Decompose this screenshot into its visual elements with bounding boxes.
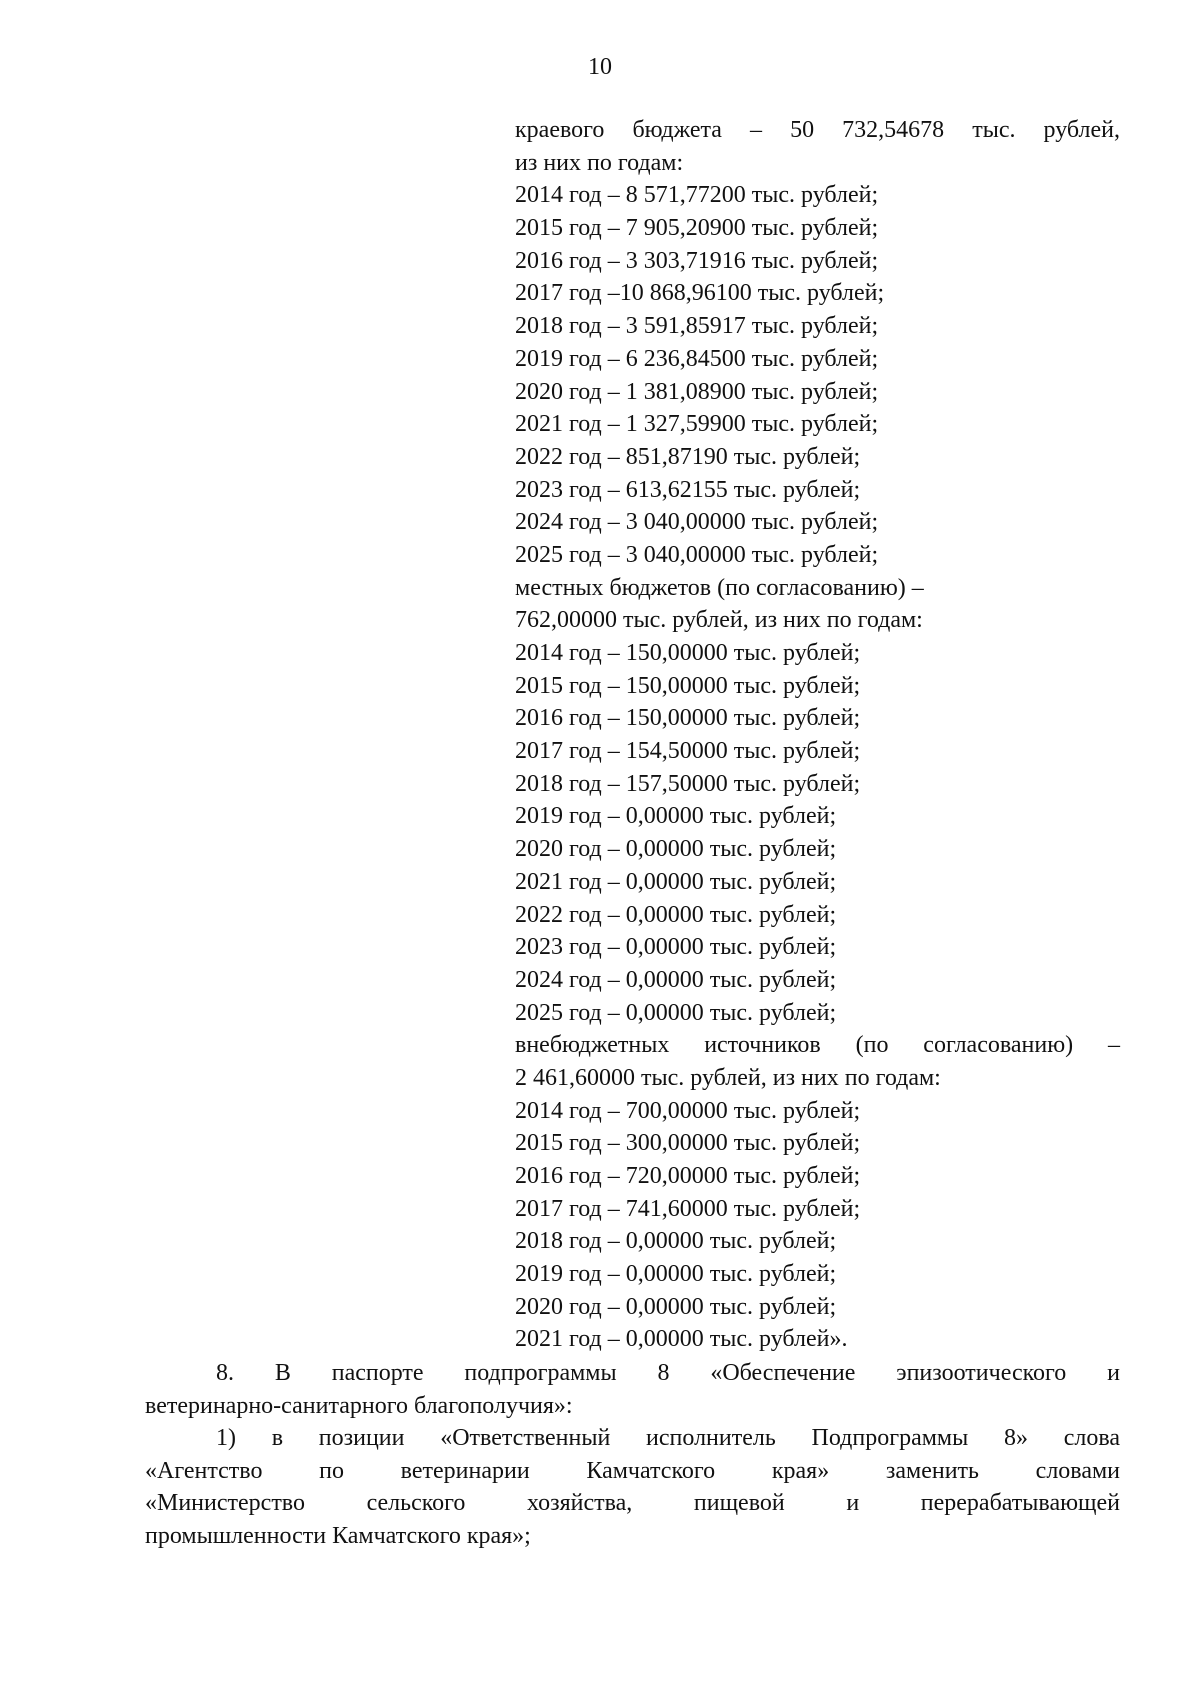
text-line: 2021 год – 0,00000 тыс. рублей; <box>515 868 837 895</box>
text-line: 2014 год – 700,00000 тыс. рублей; <box>515 1097 861 1124</box>
text-line: 2021 год – 0,00000 тыс. рублей». <box>515 1326 848 1353</box>
text-line: 2019 год – 0,00000 тыс. рублей; <box>515 803 837 830</box>
financing-column <box>515 114 1120 1356</box>
text-line: 2022 год – 0,00000 тыс. рублей; <box>515 901 837 928</box>
text-line: 2024 год – 3 040,00000 тыс. рублей; <box>515 509 879 536</box>
text-line: 2016 год – 720,00000 тыс. рублей; <box>515 1163 861 1189</box>
text-line: 2025 год – 0,00000 тыс. рублей; <box>515 999 837 1026</box>
text-line: 2023 год – 0,00000 тыс. рублей; <box>515 934 837 961</box>
text-line: 8. В паспорте подпрограммы 8 «Обеспечение эпизоотического и <box>216 1360 1120 1386</box>
text-line: местных бюджетов (по согласованию) – <box>515 574 924 601</box>
text-line: 762,00000 тыс. рублей, из них по годам: <box>515 607 923 634</box>
text-line: 2016 год – 3 303,71916 тыс. рублей; <box>515 247 879 274</box>
text-line: 2017 год – 741,60000 тыс. рублей; <box>515 1195 861 1222</box>
text-line: 2016 год – 150,00000 тыс. рублей; <box>515 705 861 732</box>
item-8-1-paragraph <box>145 1422 1120 1553</box>
text-line: 2 461,60000 тыс. рублей, из них по годам: <box>515 1064 941 1091</box>
text-line: 2019 год – 0,00000 тыс. рублей; <box>515 1261 837 1288</box>
text-line: 2020 год – 1 381,08900 тыс. рублей; <box>515 378 879 405</box>
text-line: 2014 год – 8 571,77200 тыс. рублей; <box>515 182 879 209</box>
text-line: 2020 год – 0,00000 тыс. рублей; <box>515 836 837 863</box>
text-line: промышленности Камчатского края»; <box>145 1523 531 1550</box>
text-line: 2017 год –10 868,96100 тыс. рублей; <box>515 280 885 307</box>
text-line: «Агентство по ветеринарии Камчатского края» заменить словами <box>145 1457 1120 1484</box>
text-line: 2019 год – 6 236,84500 тыс. рублей; <box>515 345 879 372</box>
text-line: ветеринарно-санитарного благополучия»: <box>145 1392 573 1419</box>
text-line: внебюджетных источников (по согласованию) – <box>515 1032 1120 1059</box>
text-line: 2015 год – 300,00000 тыс. рублей; <box>515 1130 861 1157</box>
text-line: 2020 год – 0,00000 тыс. рублей; <box>515 1293 837 1320</box>
text-line: 2025 год – 3 040,00000 тыс. рублей; <box>515 541 879 568</box>
text-line: 2021 год – 1 327,59900 тыс. рублей; <box>515 411 879 438</box>
item-8-paragraph <box>145 1357 1120 1422</box>
text-line: «Министерство сельского хозяйства, пищевой и перерабатывающей <box>145 1490 1120 1517</box>
text-line: 2018 год – 0,00000 тыс. рублей; <box>515 1228 837 1255</box>
text-line: 2018 год – 157,50000 тыс. рублей; <box>515 770 861 797</box>
text-line: 2014 год – 150,00000 тыс. рублей; <box>515 640 861 666</box>
text-line: из них по годам: <box>515 149 684 176</box>
text-line: 2018 год – 3 591,85917 тыс. рублей; <box>515 313 879 340</box>
text-line: 2017 год – 154,50000 тыс. рублей; <box>515 738 861 765</box>
text-line: 2022 год – 851,87190 тыс. рублей; <box>515 443 861 470</box>
page-number: 10 <box>588 54 612 80</box>
text-line: 2024 год – 0,00000 тыс. рублей; <box>515 966 837 993</box>
text-line: 2023 год – 613,62155 тыс. рублей; <box>515 476 861 503</box>
text-line: 1) в позиции «Ответственный исполнитель Подпрограммы 8» слова <box>216 1425 1120 1451</box>
text-line: краевого бюджета – 50 732,54678 тыс. рублей, <box>515 117 1120 143</box>
text-line: 2015 год – 150,00000 тыс. рублей; <box>515 672 861 699</box>
text-line: 2015 год – 7 905,20900 тыс. рублей; <box>515 215 879 242</box>
